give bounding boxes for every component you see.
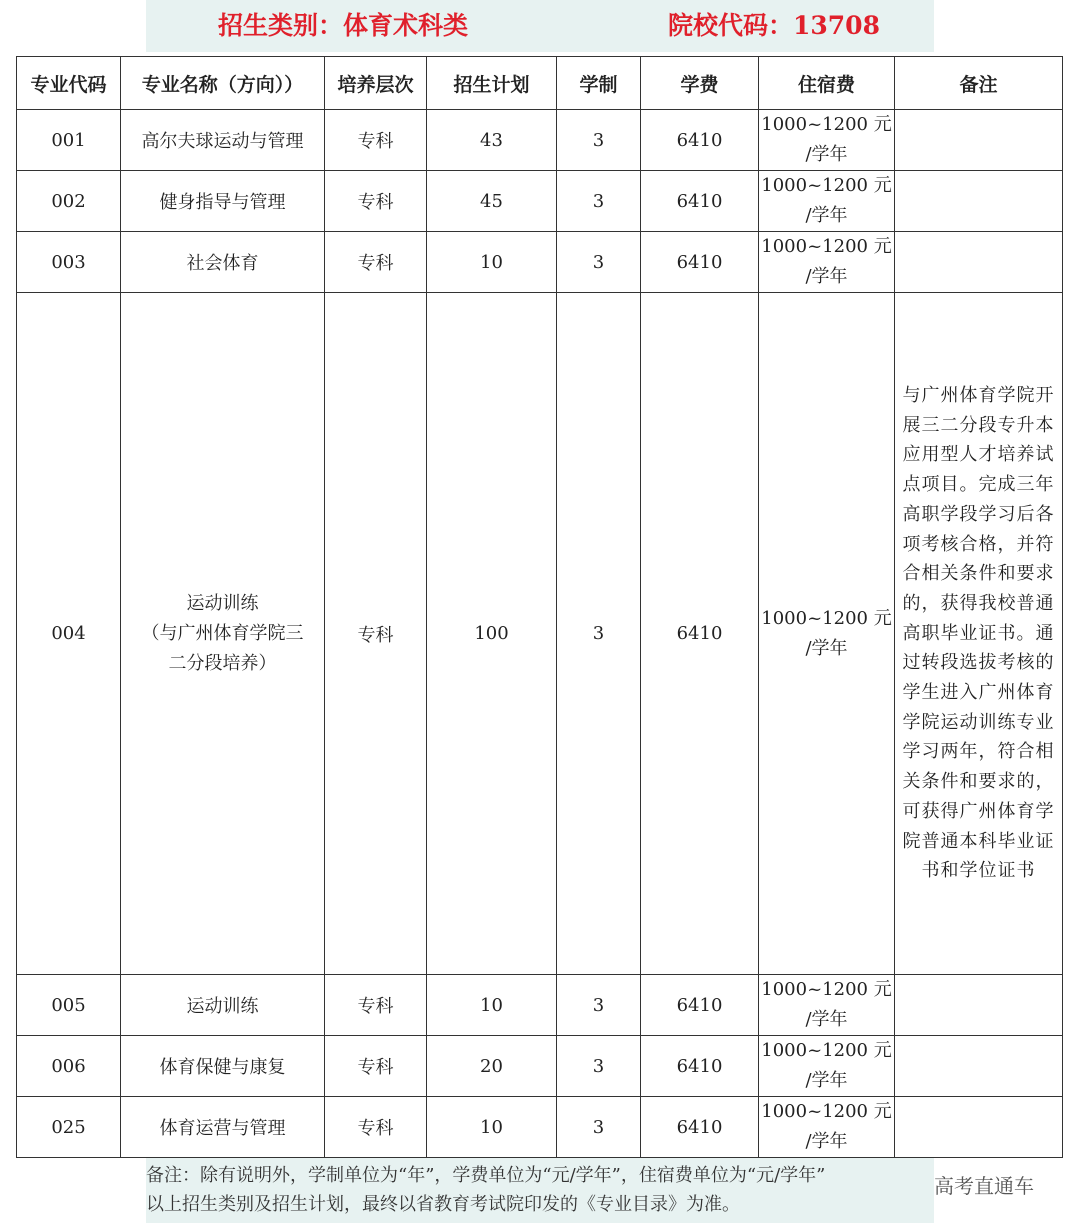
cell-plan: 10: [427, 232, 557, 293]
cell-dorm-fee: [759, 232, 895, 293]
name-line: 运动训练: [186, 592, 259, 614]
cell-plan: 20: [427, 1036, 557, 1097]
cell-dorm-fee: [759, 1097, 895, 1158]
cell-years: 3: [557, 1097, 641, 1158]
cell-note: [895, 1097, 1063, 1158]
cell-note: [895, 171, 1063, 232]
fee-unit: /学年: [805, 266, 848, 287]
fee-unit: /学年: [805, 205, 848, 226]
cell-plan: 45: [427, 171, 557, 232]
cell-name: 体育运营与管理: [121, 1097, 325, 1158]
cell-level: 专科: [325, 293, 427, 975]
admissions-table: [16, 56, 1063, 1158]
cell-name: 高尔夫球运动与管理: [121, 110, 325, 171]
table-row: [17, 1097, 1063, 1158]
col-plan: 招生计划: [427, 57, 557, 110]
table-row: [17, 232, 1063, 293]
cell-plan: 100: [427, 293, 557, 975]
cell-level: 专科: [325, 171, 427, 232]
cell-note: [895, 975, 1063, 1036]
cell-dorm-fee: [759, 975, 895, 1036]
fee-unit: /学年: [805, 1009, 848, 1030]
table-row: [17, 293, 1063, 975]
cell-tuition: 6410: [641, 110, 759, 171]
cell-code: 025: [17, 1097, 121, 1158]
school-code: 院校代码：13708: [668, 11, 880, 40]
col-dorm-fee: 住宿费: [759, 57, 895, 110]
header-row: [17, 57, 1063, 110]
cell-name: 体育保健与康复: [121, 1036, 325, 1097]
cell-level: 专科: [325, 1097, 427, 1158]
fee-range: 1000~1200 元: [761, 175, 892, 196]
cell-plan: 10: [427, 975, 557, 1036]
cell-years: 3: [557, 293, 641, 975]
col-name: 专业名称（方向））: [121, 57, 325, 110]
cell-level: 专科: [325, 232, 427, 293]
cell-tuition: 6410: [641, 171, 759, 232]
table-row: [17, 1036, 1063, 1097]
watermark: 高考直通车: [934, 1174, 1034, 1198]
cell-code: 005: [17, 975, 121, 1036]
cell-years: 3: [557, 975, 641, 1036]
name-line: （与广州体育学院三: [141, 622, 304, 644]
cell-years: 3: [557, 110, 641, 171]
cell-note: [895, 110, 1063, 171]
name-line: 二分段培养）: [168, 652, 277, 674]
col-years: 学制: [557, 57, 641, 110]
cell-plan: 43: [427, 110, 557, 171]
cell-dorm-fee: [759, 110, 895, 171]
cell-level: 专科: [325, 975, 427, 1036]
fee-unit: /学年: [805, 1131, 848, 1152]
table-row: [17, 110, 1063, 171]
cell-dorm-fee: [759, 293, 895, 975]
cell-years: 3: [557, 171, 641, 232]
cell-tuition: 6410: [641, 1036, 759, 1097]
enrollment-category: 招生类别：体育术科类: [218, 11, 469, 40]
cell-years: 3: [557, 232, 641, 293]
fee-range: 1000~1200 元: [761, 1101, 892, 1122]
fee-range: 1000~1200 元: [761, 607, 892, 629]
cell-note: 与广州体育学院开展三二分段专升本应用型人才培养试点项目。完成三年高职学段学习后各项考核合格，并符合相关条件和要求的，获得我校普通高职毕业证书。通过转段选拔考核的学生进入广州体育学院运动训练专业学习两年，符合相关条件和要求的，可获得广州体育学院普通本科毕业证书和学位证书: [895, 293, 1063, 975]
fee-range: 1000~1200 元: [761, 979, 892, 1000]
col-level: 培养层次: [325, 57, 427, 110]
cell-tuition: 6410: [641, 975, 759, 1036]
col-note: 备注: [895, 57, 1063, 110]
cell-note: [895, 232, 1063, 293]
table-row: [17, 975, 1063, 1036]
cell-level: 专科: [325, 1036, 427, 1097]
cell-name: [121, 293, 325, 975]
cell-tuition: 6410: [641, 1097, 759, 1158]
cell-dorm-fee: [759, 171, 895, 232]
fee-unit: /学年: [805, 1070, 848, 1091]
cell-code: 004: [17, 293, 121, 975]
cell-years: 3: [557, 1036, 641, 1097]
footer-note-2: 以上招生类别及招生计划，最终以省教育考试院印发的《专业目录》为准。: [146, 1194, 740, 1215]
cell-dorm-fee: [759, 1036, 895, 1097]
fee-unit: /学年: [805, 144, 848, 165]
fee-range: 1000~1200 元: [761, 114, 892, 135]
cell-tuition: 6410: [641, 232, 759, 293]
cell-name: 运动训练: [121, 975, 325, 1036]
cell-code: 001: [17, 110, 121, 171]
col-code: 专业代码: [17, 57, 121, 110]
cell-level: 专科: [325, 110, 427, 171]
footer-note-1: 备注：除有说明外，学制单位为“年”，学费单位为“元/学年”，住宿费单位为“元/学年”: [146, 1165, 826, 1186]
col-tuition: 学费: [641, 57, 759, 110]
cell-note: [895, 1036, 1063, 1097]
fee-range: 1000~1200 元: [761, 236, 892, 257]
table-row: [17, 171, 1063, 232]
cell-name: 社会体育: [121, 232, 325, 293]
fee-unit: /学年: [805, 637, 848, 659]
fee-range: 1000~1200 元: [761, 1040, 892, 1061]
cell-code: 002: [17, 171, 121, 232]
cell-code: 006: [17, 1036, 121, 1097]
cell-plan: 10: [427, 1097, 557, 1158]
cell-tuition: 6410: [641, 293, 759, 975]
cell-code: 003: [17, 232, 121, 293]
cell-name: 健身指导与管理: [121, 171, 325, 232]
